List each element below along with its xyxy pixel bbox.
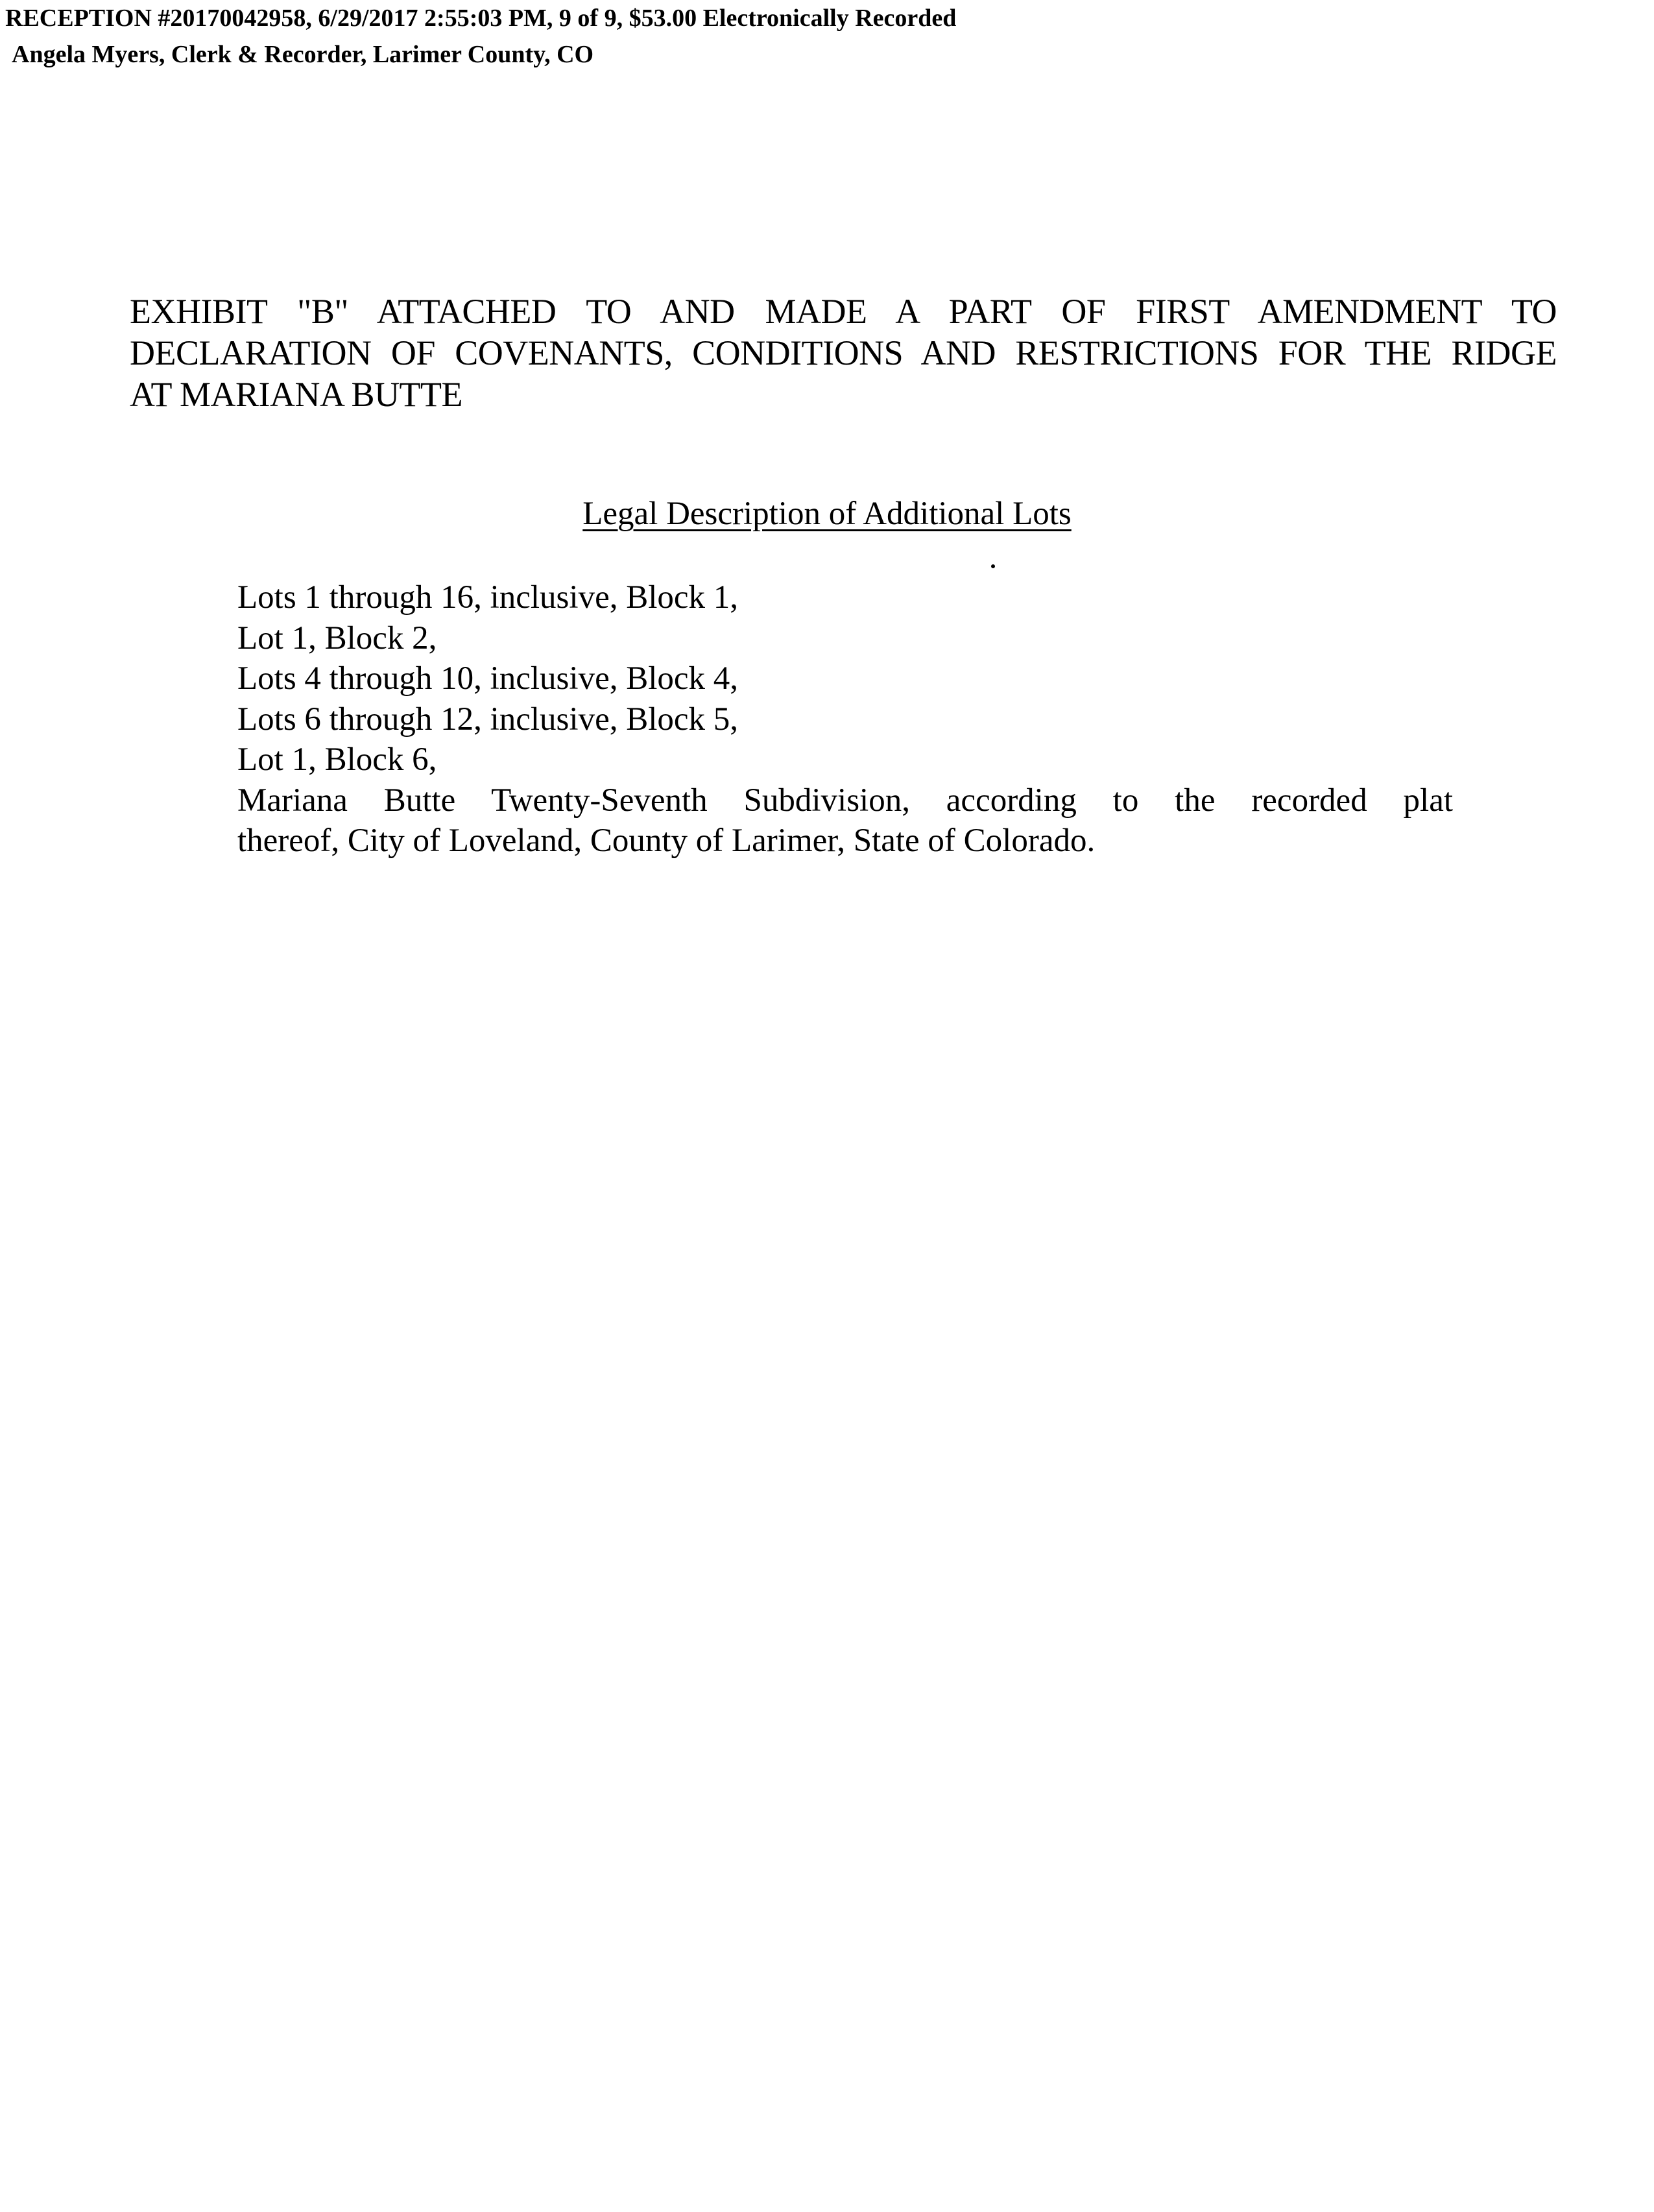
subdivision-description-line: thereof, City of Loveland, County of Larimer, State of Colorado. <box>237 823 1096 859</box>
section-heading <box>0 494 1654 533</box>
lot-entry: Lot 1, Block 6, <box>237 741 437 778</box>
subdivision-description-line: Mariana Butte Twenty-Seventh Subdivision, according to the recorded plat <box>237 782 1453 819</box>
lot-entry: Lots 6 through 12, inclusive, Block 5, <box>237 701 739 738</box>
scan-speck <box>991 564 995 568</box>
legal-description <box>237 577 1453 861</box>
recording-stamp-line-1: RECEPTION #20170042958, 6/29/2017 2:55:03 PM, 9 of 9, $53.00 Electronically Recorded <box>5 5 957 32</box>
exhibit-title-line: EXHIBIT "B" ATTACHED TO AND MADE A PART OF FIRST AMENDMENT TO <box>130 292 1557 331</box>
exhibit-title-line: AT MARIANA BUTTE <box>130 375 463 414</box>
lot-entry: Lots 4 through 10, inclusive, Block 4, <box>237 660 739 697</box>
lot-entry: Lot 1, Block 2, <box>237 619 437 656</box>
exhibit-title <box>130 291 1557 415</box>
recording-stamp-line-2: Angela Myers, Clerk & Recorder, Larimer County, CO <box>12 41 594 68</box>
exhibit-title-line: DECLARATION OF COVENANTS, CONDITIONS AND RESTRICTIONS FOR THE RIDGE <box>130 333 1557 372</box>
lot-entry: Lots 1 through 16, inclusive, Block 1, <box>237 579 739 616</box>
section-heading-text: Legal Description of Additional Lots <box>582 496 1072 532</box>
